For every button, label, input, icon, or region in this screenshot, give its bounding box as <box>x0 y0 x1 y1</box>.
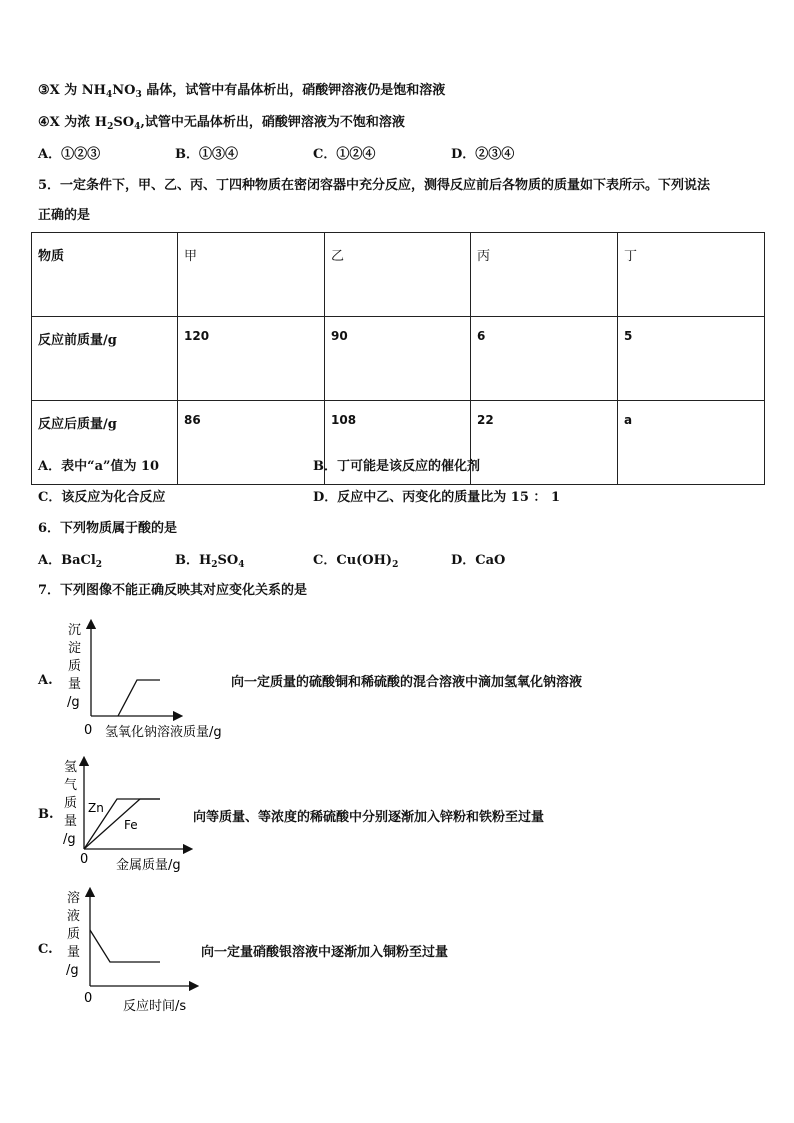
table-cell: 5 <box>618 317 765 401</box>
y-label-char: /g <box>66 963 79 978</box>
q5-option-a: A．表中“a”值为 10 <box>38 459 160 474</box>
y-label-char: 量 <box>68 677 82 692</box>
q7-option-b-desc: 向等质量、等浓度的稀硫酸中分别逐渐加入锌粉和铁粉至过量 <box>193 810 545 825</box>
q5-option-b: B．丁可能是该反应的催化剂 <box>313 459 480 474</box>
q6-option-d: D．CaO <box>451 553 506 568</box>
y-label-char: 液 <box>67 909 81 924</box>
x-axis-label: 氢氧化钠溶液质量/g <box>105 725 222 740</box>
q5-option-c: C．该反应为化合反应 <box>38 490 166 505</box>
table-cell: 86 <box>178 401 325 485</box>
y-label-char: 质 <box>67 927 81 942</box>
table-cell: 108 <box>325 401 471 485</box>
q7-option-c-desc: 向一定量硝酸银溶液中逐渐加入铜粉至过量 <box>201 945 449 960</box>
y-label-char: 质 <box>68 659 82 674</box>
q6-option-b: B．$H_2SO_4$ <box>175 553 245 570</box>
y-label-char: 溶 <box>67 891 81 906</box>
table-cell: 丁 <box>618 233 765 317</box>
y-label-char: 淀 <box>68 641 82 656</box>
table-cell: 90 <box>325 317 471 401</box>
q4-item-4: ④X 为浓 $H_2SO_4$,试管中无晶体析出，硝酸钾溶液为不饱和溶液 <box>38 115 405 132</box>
q4-option-b: B．①③④ <box>175 147 238 162</box>
table-row <box>32 317 765 401</box>
y-label-char: 量 <box>67 945 81 960</box>
x-axis-label: 反应时间/s <box>123 999 187 1014</box>
table-cell: 120 <box>178 317 325 401</box>
q7-option-a-letter: A. <box>38 673 53 688</box>
q6-option-a: A．BaCl$_2$ <box>38 553 103 570</box>
precipitate-curve <box>118 680 160 716</box>
solution-mass-curve <box>90 930 160 962</box>
x-axis-label: 金属质量/g <box>116 858 181 873</box>
table-cell: a <box>618 401 765 485</box>
zn-label: Zn <box>88 801 104 815</box>
table-cell: 甲 <box>178 233 325 317</box>
fe-label: Fe <box>124 818 138 832</box>
q7-option-a-desc: 向一定质量的硫酸铜和稀硫酸的混合溶液中滴加氢氧化钠溶液 <box>231 675 583 690</box>
q6-option-c: C．$Cu(OH)_2$ <box>313 553 399 570</box>
q7-graph-a <box>60 618 240 747</box>
table-cell: 6 <box>471 317 618 401</box>
y-label-char: 量 <box>64 814 78 829</box>
table-cell: 乙 <box>325 233 471 317</box>
q6-stem: 6．下列物质属于酸的是 <box>38 521 178 536</box>
q7-stem: 7．下列图像不能正确反映其对应变化关系的是 <box>38 583 308 598</box>
q5-stem-line1: 5．一定条件下，甲、乙、丙、丁四种物质在密闭容器中充分反应，测得反应前后各物质的质量如下表所示。下列说法 <box>38 178 711 193</box>
y-label-char: /g <box>63 832 76 847</box>
origin-label: 0 <box>84 991 93 1006</box>
q4-item-3: ③X 为 $NH_4NO_3$ 晶体，试管中有晶体析出，硝酸钾溶液仍是饱和溶液 <box>38 83 446 100</box>
y-label-char: 气 <box>64 778 78 793</box>
table-cell: 丙 <box>471 233 618 317</box>
q4-option-d: D．②③④ <box>451 147 515 162</box>
origin-label: 0 <box>84 723 93 738</box>
q7-option-b-letter: B. <box>38 807 54 822</box>
q5-stem-line2: 正确的是 <box>38 208 91 223</box>
table-header-row <box>32 233 765 317</box>
y-label-char: 氢 <box>64 760 78 775</box>
y-label-char: /g <box>67 695 80 710</box>
table-cell: 22 <box>471 401 618 485</box>
table-cell: 反应前质量/g <box>32 317 178 401</box>
graph-a-svg <box>60 618 240 743</box>
table-cell: 反应后质量/g <box>32 401 178 485</box>
origin-label: 0 <box>80 852 89 867</box>
q7-option-c-letter: C. <box>38 942 53 957</box>
q5-option-d: D．反应中乙、丙变化的质量比为 15 ： 1 <box>313 490 560 505</box>
q4-option-c: C．①②④ <box>313 147 376 162</box>
y-label-char: 沉 <box>68 623 82 638</box>
q4-option-a: A．①②③ <box>38 147 101 162</box>
q5-mass-table <box>31 232 765 485</box>
y-label-char: 质 <box>64 796 78 811</box>
table-cell: 物质 <box>32 233 178 317</box>
